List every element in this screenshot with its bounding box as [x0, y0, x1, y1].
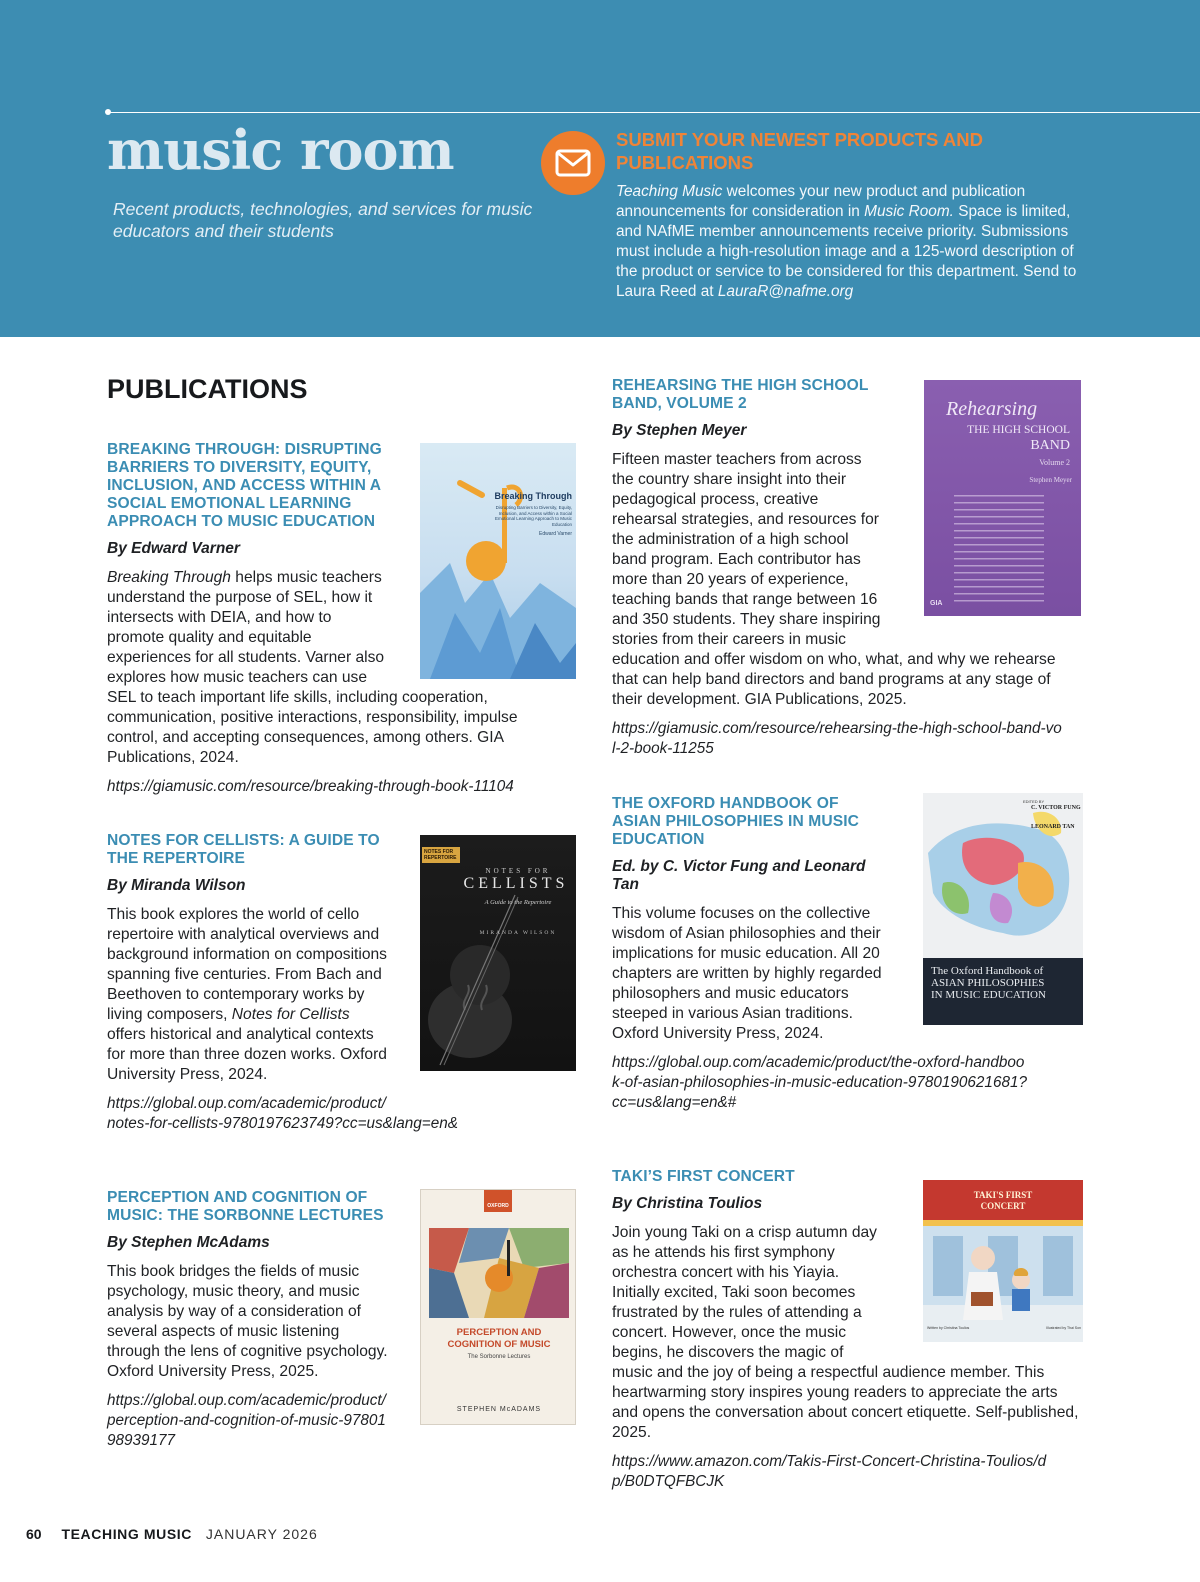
- book-cover-oxford-handbook: [923, 793, 1083, 1025]
- cover-title-panel: [923, 958, 1083, 1025]
- book-title-inline: Breaking Through: [107, 569, 231, 586]
- cover-title: CELLISTS: [463, 875, 569, 892]
- submit-email-link[interactable]: LauraR@nafme.org: [717, 283, 854, 300]
- entry-link[interactable]: https://giamusic.com/resource/rehearsing-the-high-school-band-vol-2-book-11255: [612, 720, 1062, 757]
- header-band: [0, 0, 1200, 337]
- submit-body: [616, 182, 1091, 302]
- entry-author: By Edward Varner: [107, 540, 240, 557]
- cover-author: Edward Varner: [539, 531, 572, 537]
- book-cover-rehearsing-band: [924, 380, 1081, 616]
- cover-title-line1: The Oxford Handbook of: [931, 965, 1044, 977]
- book-cover-notes-for-cellists: [420, 835, 576, 1071]
- header-rule: [108, 112, 1200, 113]
- envelope-icon: [541, 131, 605, 195]
- department-name: Music Room.: [864, 203, 954, 220]
- description-text: This book explores the world of cello repertoire with analytical overviews and background information on compositions spanning five centuries. From Bach and Beethoven to contemporary works by living composers,: [107, 906, 387, 1023]
- book-cover-perception-cognition: [420, 1189, 576, 1425]
- cover-title-line3: IN MUSIC EDUCATION: [931, 989, 1046, 1001]
- submit-text-part1: welcomes your new product and publication announcements for consideration in: [616, 183, 1026, 220]
- cover-written-by: Written by Christina Toulios: [927, 1326, 970, 1330]
- book-title-inline: Notes for Cellists: [231, 1006, 350, 1023]
- entry-title: TAKI’S FIRST CONCERT: [612, 1168, 795, 1185]
- cover-title-line3: BAND: [1030, 438, 1070, 453]
- entry-title: NOTES FOR CELLISTS: A GUIDE TO THE REPERTOIRE: [107, 832, 380, 867]
- section-title: music room: [107, 118, 454, 182]
- entry-author: By Stephen McAdams: [107, 1234, 270, 1251]
- cover-editor-2: LEONARD TAN: [1031, 824, 1075, 830]
- cover-author: STEPHEN McADAMS: [456, 1406, 542, 1413]
- entry-author: Ed. by C. Victor Fung and Leonard Tan: [612, 858, 866, 893]
- cover-subtitle: Disrupting Barriers to Diversity, Equity, Inclusion, and Access within a Social Emotional Learning Approach to Music Education: [494, 505, 572, 527]
- cover-title-line1: Rehearsing: [946, 398, 1038, 420]
- cover-publisher: OXFORD: [484, 1190, 512, 1212]
- cover-editor-1: C. VICTOR FUNG: [1031, 805, 1081, 811]
- cover-illustrated-by: Illustrated by Thai Son: [1046, 1326, 1081, 1330]
- cover-subtitle: The Sorbonne Lectures: [467, 1354, 531, 1360]
- publications-heading: PUBLICATIONS: [107, 374, 308, 404]
- cover-title: PERCEPTION AND COGNITION OF MUSIC: [447, 1327, 551, 1350]
- entry-author: By Christina Toulios: [612, 1195, 763, 1212]
- entry-link[interactable]: https://giamusic.com/resource/breaking-through-book-11104: [107, 778, 514, 795]
- footer-issue-date: JANUARY 2026: [205, 1526, 318, 1542]
- book-cover-breaking-through: [420, 443, 576, 679]
- entry-title: PERCEPTION AND COGNITION OF MUSIC: THE SORBONNE LECTURES: [107, 1189, 384, 1224]
- entry-description: Join young Taki on a crisp autumn day as he attends his first symphony orchestra concert with his Yiayia. Initially excited, Taki soon becomes frustrated by the rules of attending a concert. However, once the music begins, he discovers the magic of music and the joy of being a respectful audience member. This heartwarming story inspires young readers to appreciate the arts and opens the conversation about concert etiquette. Self-published, 2025.: [612, 1224, 1079, 1441]
- footer-magazine-name: TEACHING MUSIC: [61, 1526, 192, 1542]
- cover-contributor-list: [954, 495, 1044, 605]
- page-footer: [26, 1526, 318, 1542]
- entry-title: REHEARSING THE HIGH SCHOOL BAND, VOLUME 2: [612, 377, 869, 412]
- entry-title: THE OXFORD HANDBOOK OF ASIAN PHILOSOPHIES IN MUSIC EDUCATION: [612, 795, 860, 848]
- entry-description: This volume focuses on the collective wisdom of Asian philosophies and their implications for music education. All 20 chapters are written by highly regarded philosophers and music educators steeped in various Asian traditions. Oxford University Press, 2024.: [612, 905, 882, 1042]
- submit-text-part2: Space is limited, and NAfME member announcements receive priority. Submissions must include a high-resolution image and a 125-word description of the product or service to be considered for this department. Send to Laura Reed at: [616, 203, 1077, 300]
- submit-title: SUBMIT YOUR NEWEST PRODUCTS AND PUBLICATIONS: [616, 129, 983, 173]
- cover-top: NOTES FOR: [485, 867, 551, 875]
- entry-author: By Miranda Wilson: [107, 877, 246, 894]
- entry-author: By Stephen Meyer: [612, 422, 747, 439]
- cover-author: Stephen Meyer: [1029, 476, 1072, 484]
- magazine-name: Teaching Music: [616, 183, 723, 200]
- description-text: offers historical and analytical contexts for more than three dozen works. Oxford University Press, 2024.: [107, 1026, 387, 1083]
- entry-title: BREAKING THROUGH: DISRUPTING BARRIERS TO DIVERSITY, EQUITY, INCLUSION, AND ACCESS WITHIN A SOCIAL EMOTIONAL LEARNING APPROACH TO MUSIC EDUCATION: [107, 441, 382, 530]
- description-text: helps music teachers understand the purpose of SEL, how it intersects with DEIA, and how to promote quality and equitable experiences for all students. Varner also explores how music teachers can use SEL to teach important life skills, including cooperation, communication, positive interactions, responsibility, impulse control, and accepting consequences, among others. GIA Publications, 2024.: [107, 569, 518, 766]
- cover-subtitle: A Guide to the Repertoire: [484, 899, 552, 906]
- cover-publisher-logo: GIA: [930, 600, 943, 607]
- cover-volume: Volume 2: [1039, 458, 1070, 467]
- entry-link[interactable]: https://global.oup.com/academic/product/notes-for-cellists-9780197623749?cc=us&lang=en&: [107, 1095, 458, 1132]
- entry-link[interactable]: https://global.oup.com/academic/product/perception-and-cognition-of-music-9780198939177: [107, 1392, 386, 1449]
- entry-link[interactable]: https://www.amazon.com/Takis-First-Concert-Christina-Toulios/dp/B0DTQFBCJK: [612, 1453, 1047, 1490]
- entry-description: Fifteen master teachers from across the country share insight into their pedagogical process, creative rehearsal strategies, and resources for the administration of a high school band program. Each contributor has more than 20 years of experience, teaching bands that range between 16 and 350 students. They share inspiring stories from their careers in music education and offer wisdom on who, what, and why we rehearse that can help band directors and band programs at any stage of their development. GIA Publications, 2025.: [612, 451, 1056, 708]
- cover-editors-label: EDITED BY: [1023, 799, 1045, 804]
- cover-series-badge: NOTES FOR REPERTOIRE: [422, 847, 460, 863]
- entry-link[interactable]: https://global.oup.com/academic/product/the-oxford-handbook-of-asian-philosophies-in-music-education-9780190621681?cc=us&lang=en&#: [612, 1054, 1027, 1111]
- cover-title-line2: ASIAN PHILOSOPHIES: [931, 977, 1045, 989]
- page-number: 60: [26, 1526, 42, 1542]
- cover-title-line2: THE HIGH SCHOOL: [967, 424, 1070, 436]
- cover-title: TAKI'S FIRST CONCERT: [973, 1190, 1033, 1211]
- cover-author: MIRANDA WILSON: [479, 930, 557, 936]
- section-subtitle: Recent products, technologies, and services for music educators and their students: [113, 199, 533, 241]
- entry-description: This book bridges the fields of music psychology, music theory, and music analysis by way of a consideration of several aspects of music listening through the lens of cognitive psychology. Oxford University Press, 2025.: [107, 1263, 388, 1380]
- cover-title: Breaking Through: [494, 491, 572, 501]
- book-cover-takis-concert: [923, 1180, 1083, 1342]
- header-rule-dot: [105, 109, 111, 115]
